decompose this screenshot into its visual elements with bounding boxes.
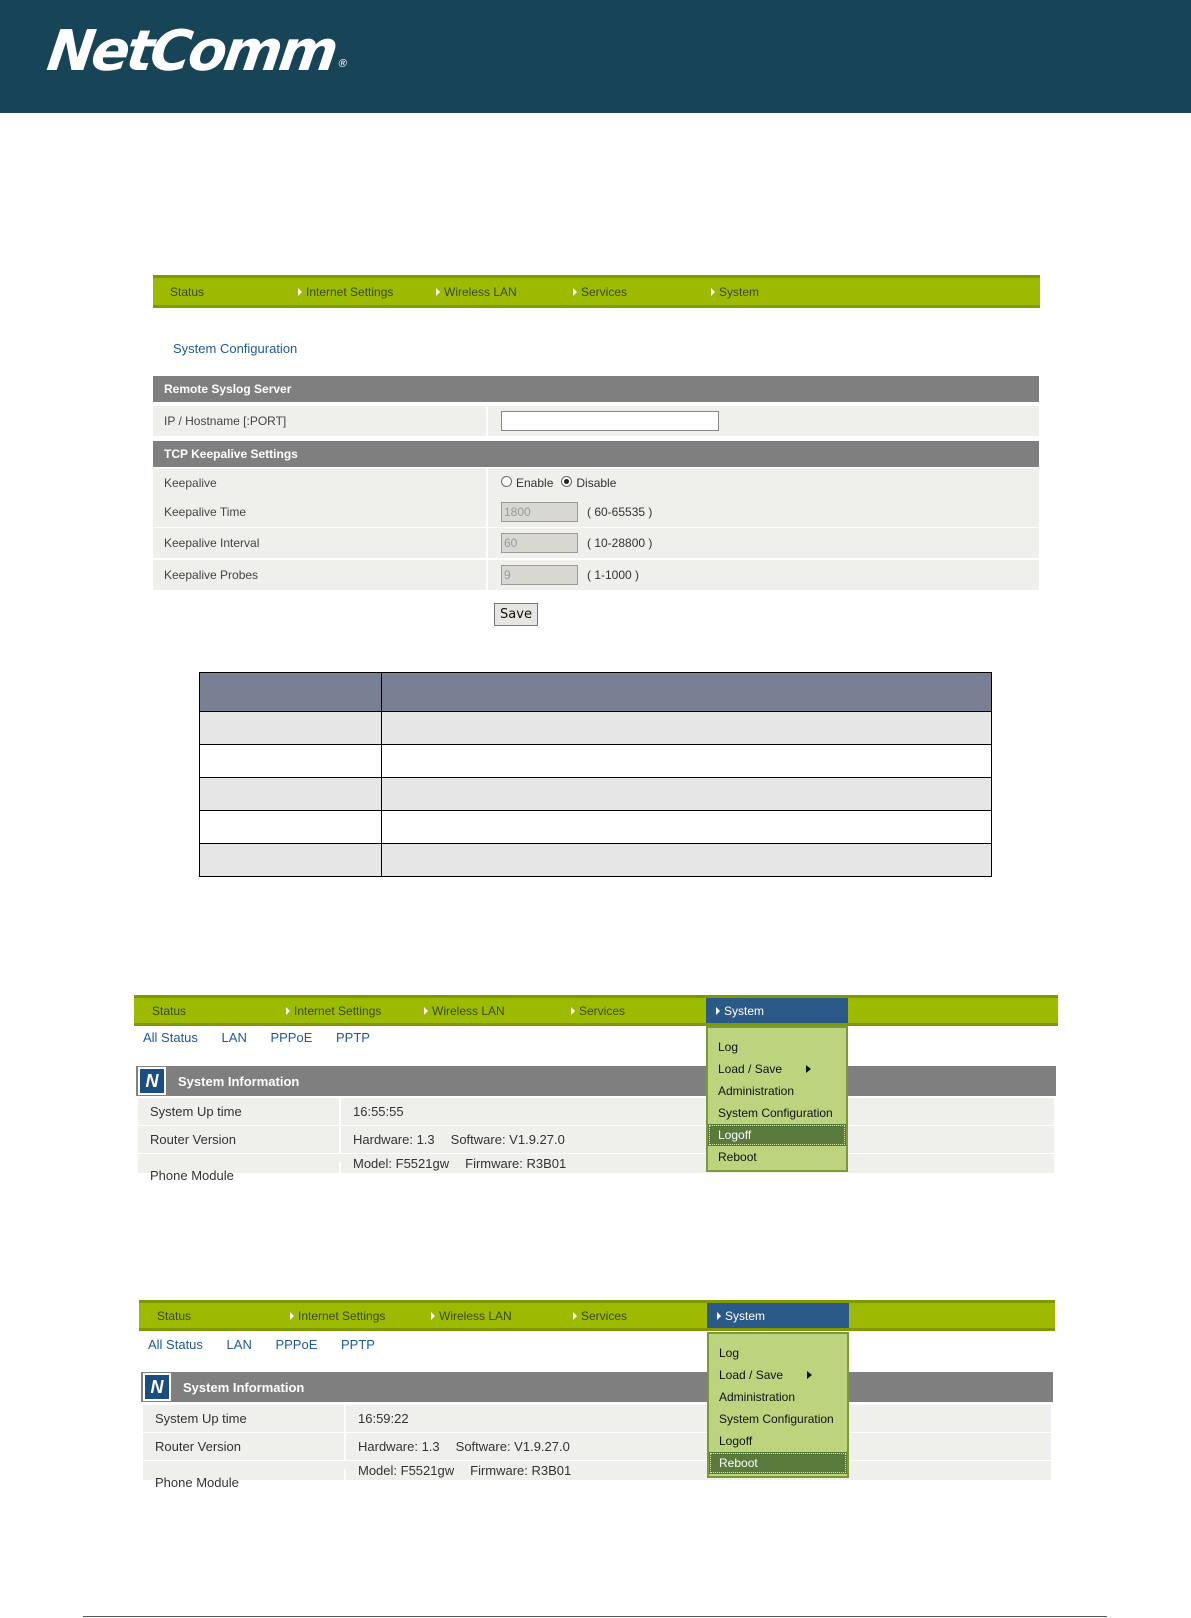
keepalive-probes-input[interactable]: 9 <box>501 565 578 585</box>
uptime-row <box>138 1098 1054 1125</box>
firmware-value: Firmware: R3B01 <box>465 1156 567 1171</box>
submenu-arrow-icon <box>807 1371 812 1379</box>
router-version-label: Router Version <box>143 1433 346 1460</box>
triangle-right-icon <box>711 288 715 296</box>
page-header <box>0 0 1191 113</box>
netcomm-n-icon: N <box>138 1067 166 1095</box>
menu-log[interactable]: Log <box>718 1040 739 1054</box>
settings-table <box>199 672 992 877</box>
keepalive-time-row <box>153 497 1039 527</box>
uptime-row <box>143 1405 1051 1432</box>
triangle-right-icon <box>290 1312 294 1320</box>
system-dropdown-menu <box>706 1026 848 1172</box>
hardware-value: Hardware: 1.3 <box>358 1439 440 1454</box>
phone-module-row <box>143 1461 1051 1490</box>
triangle-right-icon <box>286 1007 290 1015</box>
system-dropdown-menu <box>707 1332 849 1478</box>
triangle-right-icon <box>571 1007 575 1015</box>
nav-services[interactable]: Services <box>573 278 627 305</box>
keepalive-time-range: ( 60-65535 ) <box>587 505 653 519</box>
menu-reboot[interactable]: Reboot <box>709 1452 847 1474</box>
menu-administration[interactable]: Administration <box>719 1390 796 1404</box>
nav-wireless-lan[interactable]: Wireless LAN <box>431 1303 512 1328</box>
nav-status[interactable]: Status <box>152 1003 187 1018</box>
triangle-right-icon <box>436 288 440 296</box>
uptime-label: System Up time <box>138 1098 341 1125</box>
breadcrumb: System Configuration <box>173 341 298 356</box>
keepalive-probes-row <box>153 560 1039 590</box>
table-header-cell <box>200 673 382 712</box>
phone-module-label: Phone Module <box>138 1162 341 1189</box>
triangle-right-icon <box>716 1007 720 1015</box>
disable-label: Disable <box>576 476 617 490</box>
submenu-arrow-icon <box>806 1065 811 1073</box>
subnav-pppoe[interactable]: PPPoE <box>270 1030 313 1045</box>
subnav-pppoe[interactable]: PPPoE <box>275 1337 318 1352</box>
keepalive-time-label: Keepalive Time <box>153 497 488 527</box>
keepalive-probes-range: ( 1-1000 ) <box>587 568 640 582</box>
keepalive-row <box>153 468 1039 498</box>
triangle-right-icon <box>298 288 302 296</box>
footer-divider <box>83 1616 1107 1617</box>
keepalive-disable-radio[interactable] <box>561 476 572 487</box>
keepalive-interval-row <box>153 528 1039 558</box>
keepalive-interval-label: Keepalive Interval <box>153 528 488 558</box>
table-row <box>200 844 992 877</box>
router-version-label: Router Version <box>138 1126 341 1153</box>
subnav-all-status[interactable]: All Status <box>148 1337 203 1352</box>
nav-system[interactable]: System <box>707 1303 849 1328</box>
subnav-pptp[interactable]: PPTP <box>336 1030 370 1045</box>
triangle-right-icon <box>717 1312 721 1320</box>
keepalive-label: Keepalive <box>153 468 488 498</box>
model-value: Model: F5521gw <box>353 1156 450 1171</box>
menu-logoff[interactable]: Logoff <box>708 1124 846 1146</box>
system-information-title: System Information <box>178 1073 300 1089</box>
phone-module-row <box>138 1154 1054 1183</box>
keepalive-interval-input[interactable]: 60 <box>501 533 578 553</box>
nav-bar-logoff <box>134 995 1058 1026</box>
subnav-logoff <box>143 1030 370 1045</box>
system-information-header <box>136 1066 1056 1096</box>
menu-log[interactable]: Log <box>719 1346 740 1360</box>
triangle-right-icon <box>424 1007 428 1015</box>
keepalive-enable-radio[interactable] <box>501 476 512 487</box>
menu-system-configuration[interactable]: System Configuration <box>718 1106 833 1120</box>
subnav-lan[interactable]: LAN <box>221 1030 247 1045</box>
triangle-right-icon <box>573 288 577 296</box>
syslog-input[interactable] <box>501 411 719 431</box>
table-row <box>200 712 992 745</box>
syslog-row <box>153 406 1039 436</box>
table-header-cell <box>382 673 992 712</box>
syslog-section-header: Remote Syslog Server <box>153 376 1039 402</box>
nav-status[interactable]: Status <box>170 284 205 299</box>
software-value: Software: V1.9.27.0 <box>450 1132 565 1147</box>
nav-internet-settings[interactable]: Internet Settings <box>298 278 393 305</box>
netcomm-logo: NetComm® <box>43 19 350 84</box>
nav-system[interactable]: System <box>711 278 759 305</box>
nav-services[interactable]: Services <box>573 1303 627 1328</box>
tcp-keepalive-section-header: TCP Keepalive Settings <box>153 441 1039 467</box>
firmware-value: Firmware: R3B01 <box>470 1463 572 1478</box>
nav-bar-reboot <box>139 1300 1055 1331</box>
menu-load-save[interactable]: Load / Save <box>708 1058 846 1080</box>
subnav-lan[interactable]: LAN <box>226 1337 252 1352</box>
nav-bar <box>153 275 1040 308</box>
software-value: Software: V1.9.27.0 <box>455 1439 570 1454</box>
hardware-value: Hardware: 1.3 <box>353 1132 435 1147</box>
uptime-value: 16:59:22 <box>358 1411 409 1426</box>
system-information-title: System Information <box>183 1379 305 1395</box>
nav-wireless-lan[interactable]: Wireless LAN <box>424 998 505 1023</box>
enable-label: Enable <box>516 476 554 490</box>
syslog-label: IP / Hostname [:PORT] <box>153 406 488 436</box>
model-value: Model: F5521gw <box>358 1463 455 1478</box>
keepalive-interval-range: ( 10-28800 ) <box>587 536 653 550</box>
uptime-label: System Up time <box>143 1405 346 1432</box>
subnav-pptp[interactable]: PPTP <box>341 1337 375 1352</box>
nav-status[interactable]: Status <box>157 1308 192 1323</box>
netcomm-n-icon: N <box>143 1373 171 1401</box>
menu-logoff[interactable]: Logoff <box>719 1434 753 1448</box>
menu-reboot[interactable]: Reboot <box>718 1150 757 1164</box>
triangle-right-icon <box>573 1312 577 1320</box>
keepalive-time-input[interactable]: 1800 <box>501 502 578 522</box>
uptime-value: 16:55:55 <box>353 1104 404 1119</box>
nav-internet-settings[interactable]: Internet Settings <box>290 1303 385 1328</box>
table-row <box>200 811 992 844</box>
subnav-all-status[interactable]: All Status <box>143 1030 198 1045</box>
menu-system-configuration[interactable]: System Configuration <box>719 1412 834 1426</box>
table-row <box>200 778 992 811</box>
menu-administration[interactable]: Administration <box>718 1084 795 1098</box>
nav-wireless-lan[interactable]: Wireless LAN <box>436 278 517 305</box>
router-version-row <box>143 1433 1051 1460</box>
save-button[interactable]: Save <box>494 603 538 626</box>
subnav-reboot <box>148 1337 375 1352</box>
table-row <box>200 745 992 778</box>
router-version-row <box>138 1126 1054 1153</box>
triangle-right-icon <box>431 1312 435 1320</box>
menu-load-save[interactable]: Load / Save <box>709 1364 847 1386</box>
nav-system[interactable]: System <box>706 998 848 1023</box>
nav-internet-settings[interactable]: Internet Settings <box>286 998 381 1023</box>
keepalive-probes-label: Keepalive Probes <box>153 560 488 590</box>
phone-module-label: Phone Module <box>143 1469 346 1496</box>
nav-services[interactable]: Services <box>571 998 625 1023</box>
system-information-header <box>141 1372 1053 1402</box>
